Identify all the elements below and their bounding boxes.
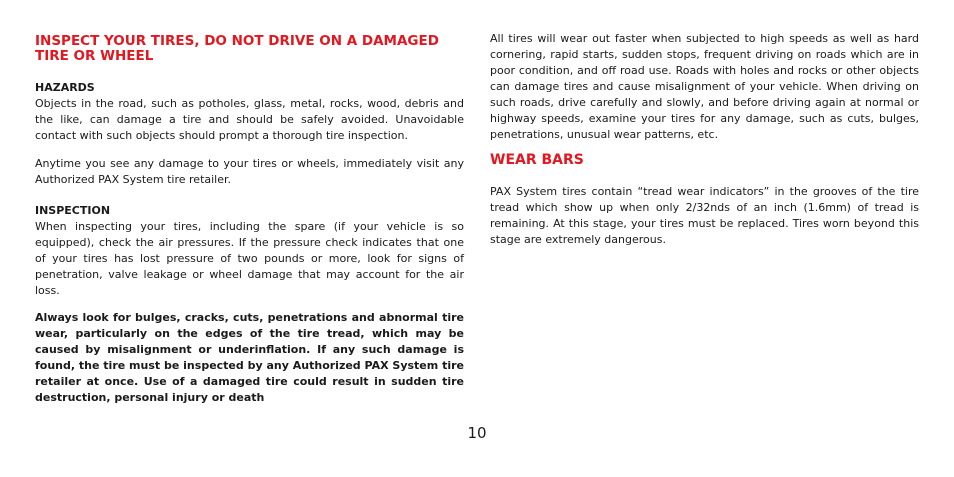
wear-bars-heading: WEAR BARS bbox=[490, 152, 584, 168]
wear-bars-section bbox=[490, 184, 919, 248]
page-number: 10 bbox=[467, 424, 487, 442]
damage-section bbox=[35, 156, 464, 188]
warning-section bbox=[35, 310, 464, 406]
wear-bars-paragraph: PAX System tires contain “tread wear indicators” in the grooves of the tire tread which show up when only 2/32nds of an inch (1.6mm) of tread is remaining. At this stage, your tires must be replaced. Tires worn beyond this stage are extremely dangerous. bbox=[490, 185, 919, 246]
wear-paragraph: All tires will wear out faster when subjected to high speeds as well as hard cornering, rapid starts, sudden stops, frequent driving on roads which are in poor condition, and off road use. Roads with holes and rocks or other objects can damage tires and cause misalignment of your vehicle. When driving on such roads, drive carefully and slowly, and before driving again at normal or highway speeds, examine your tires for any damage, such as cuts, bulges, penetrations, unusual wear patterns, etc. bbox=[490, 32, 919, 141]
hazards-paragraph: Objects in the road, such as potholes, glass, metal, rocks, wood, debris and the like, can damage a tire and should be safely avoided. Unavoidable contact with such objects should prompt a thorough tire inspection. bbox=[35, 97, 464, 142]
hazards-heading: HAZARDS bbox=[35, 81, 95, 94]
inspection-section bbox=[35, 203, 464, 299]
inspection-heading: INSPECTION bbox=[35, 204, 111, 217]
inspection-paragraph: When inspecting your tires, including the spare (if your vehicle is so equipped), check the air pressures. If the pressure check indicates that one of your tires has lost pressure of two pounds or more, look for signs of penetration, valve leakage or wheel damage that may account for the air loss. bbox=[35, 220, 464, 297]
warning-paragraph: Always look for bulges, cracks, cuts, penetrations and abnormal tire wear, particularly on the edges of the tire tread, which may be caused by misalignment or underinflation. If any such damage is found, the tire must be inspected by any Authorized PAX System tire retailer at once. Use of a damaged tire could result in sudden tire destruction, personal injury or death bbox=[35, 311, 464, 404]
page-title: INSPECT YOUR TIRES, DO NOT DRIVE ON A DAMAGED TIRE OR WHEEL bbox=[35, 33, 439, 64]
hazards-section bbox=[35, 80, 464, 144]
damage-paragraph: Anytime you see any damage to your tires or wheels, immediately visit any Authorized PAX System tire retailer. bbox=[35, 157, 464, 186]
wear-section bbox=[490, 31, 919, 143]
